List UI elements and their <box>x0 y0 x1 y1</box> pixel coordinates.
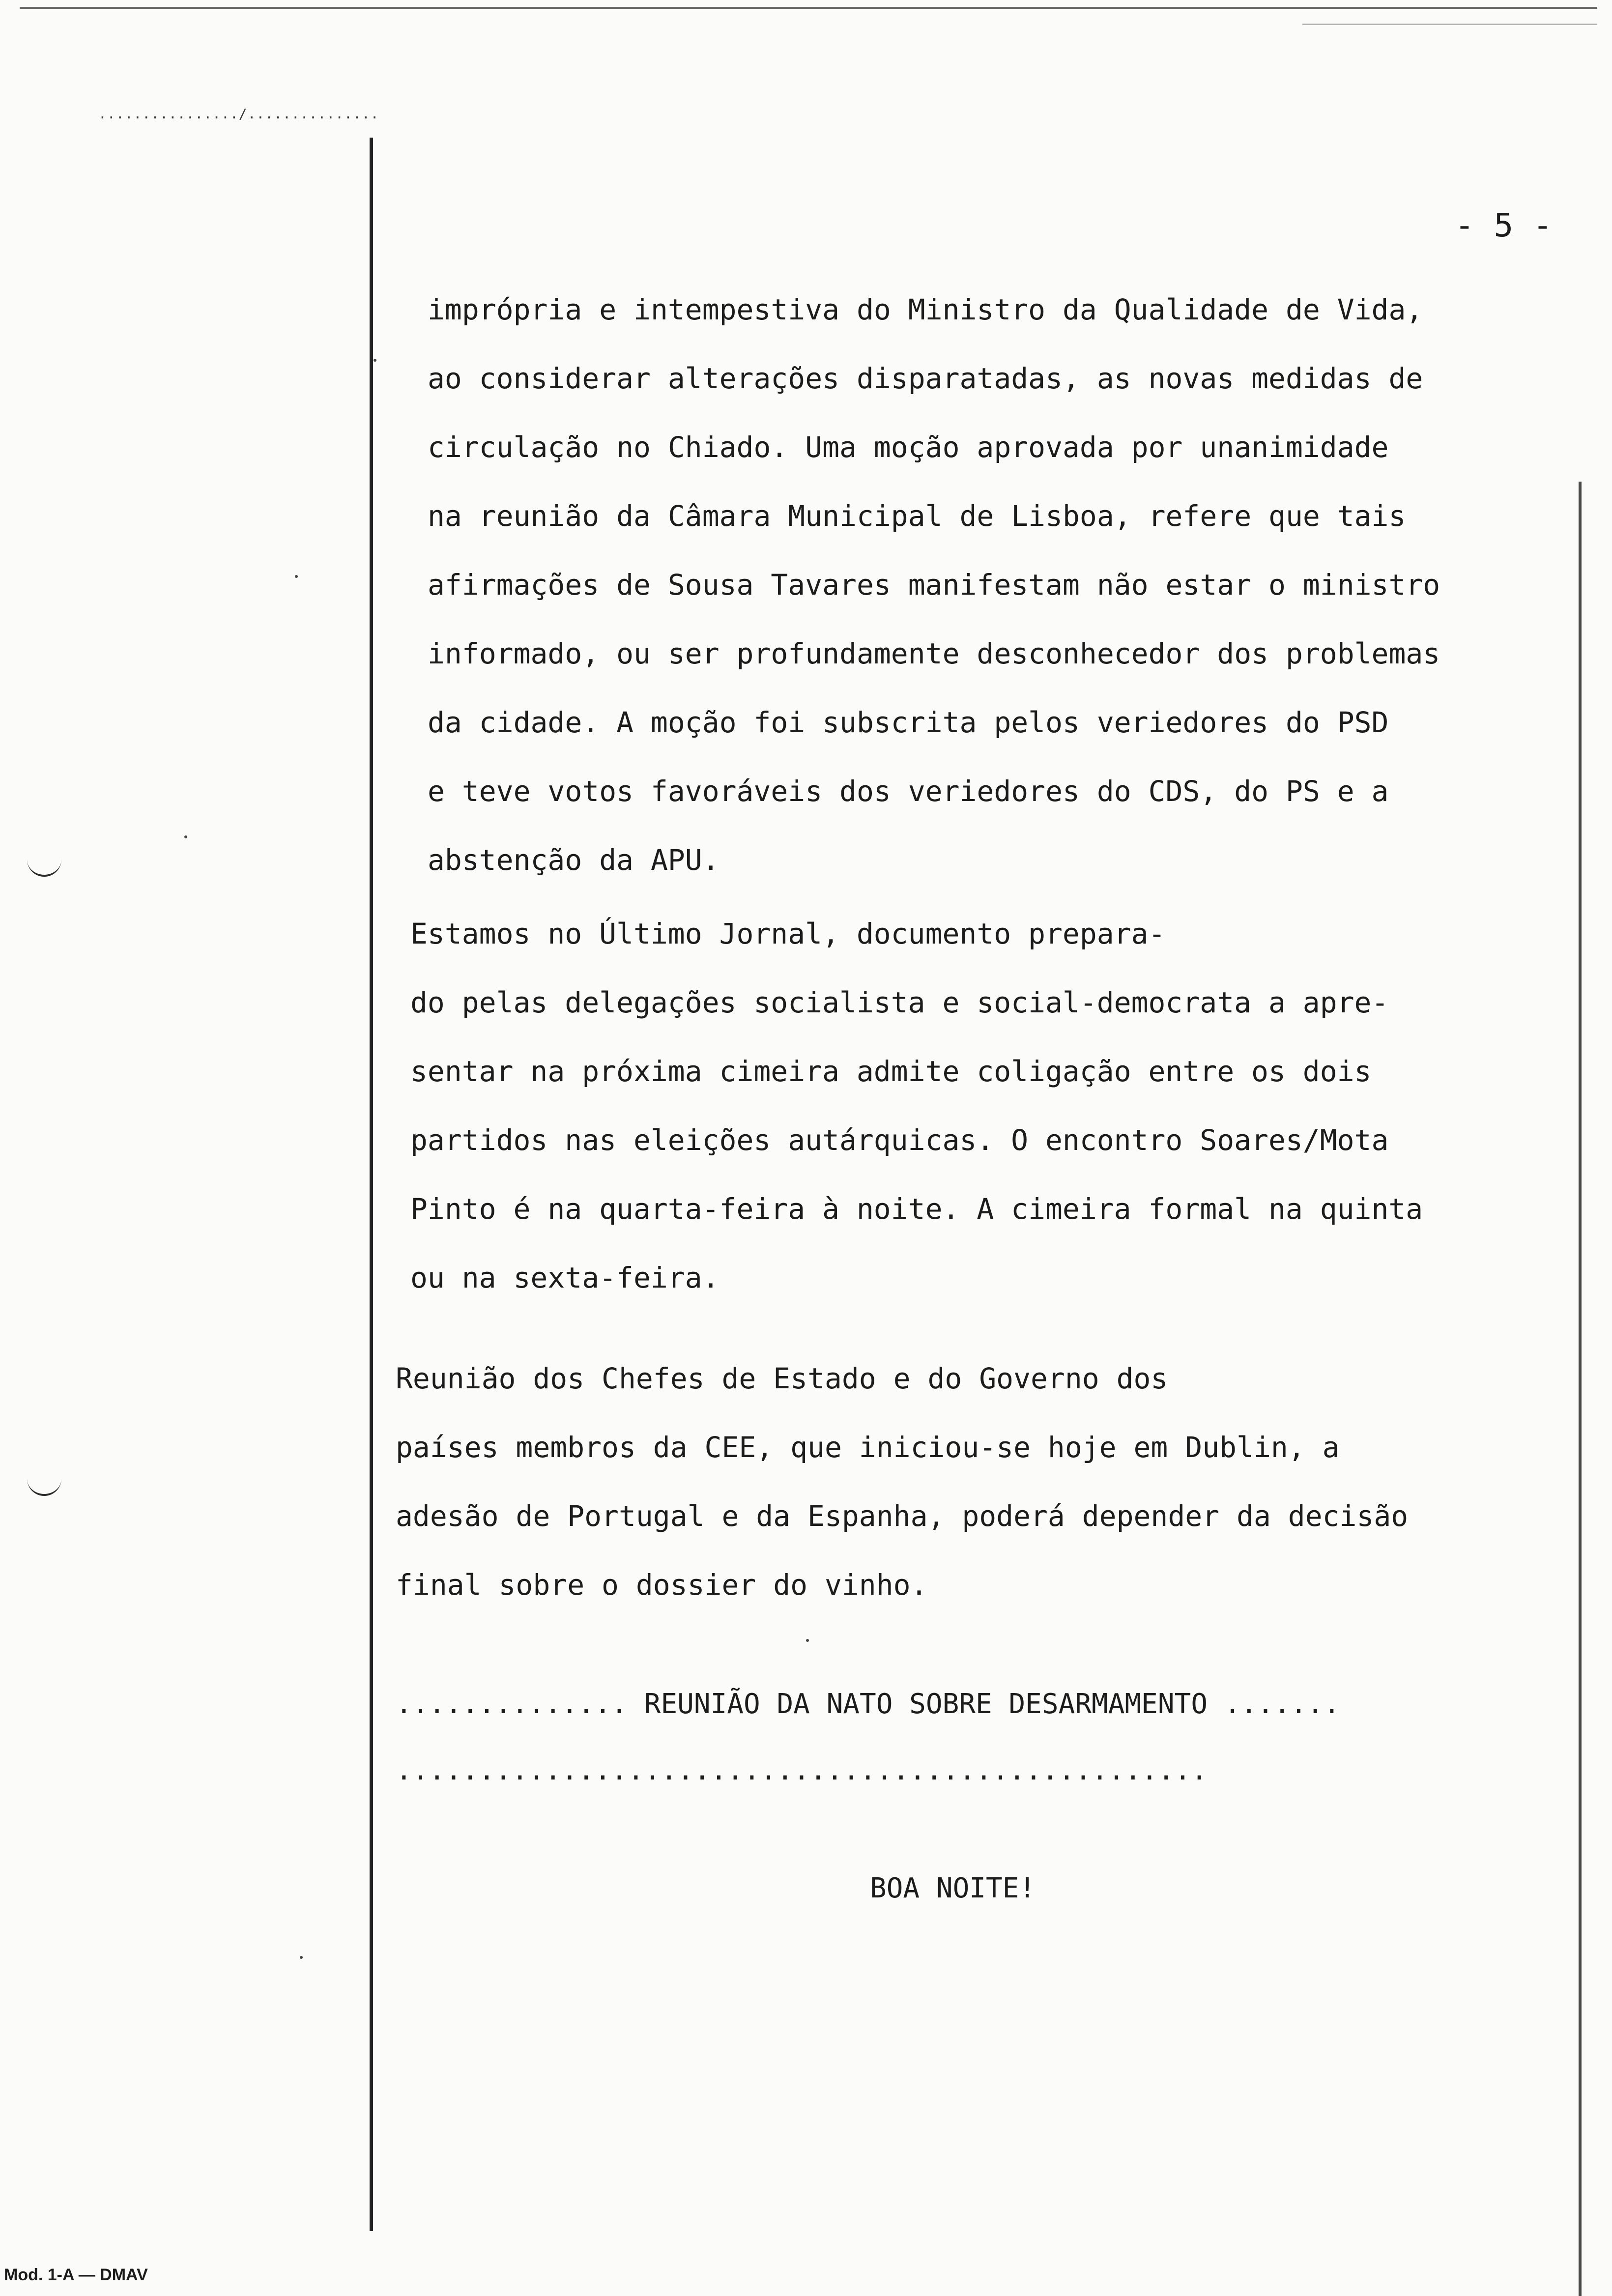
text-line: do pelas delegações socialista e social-democrata a apre- <box>410 986 1389 1019</box>
right-edge-rule <box>1579 482 1582 2296</box>
text-line: da cidade. A moção foi subscrita pelos veriedores do PSD <box>428 706 1389 739</box>
text-line: informado, ou ser profundamente desconhecedor dos problemas <box>428 637 1440 670</box>
paragraph-reuniao-cee <box>396 1344 1408 1619</box>
scan-speck <box>184 835 187 838</box>
sign-off: BOA NOITE! <box>870 1872 1036 1904</box>
scan-speck <box>806 1639 809 1642</box>
hole-punch-mark <box>27 855 61 877</box>
paragraph-qualidade-de-vida <box>428 275 1440 894</box>
text-line: circulação no Chiado. Uma moção aprovada por unanimidade <box>428 430 1389 464</box>
text-line: Reunião dos Chefes de Estado e do Governo dos <box>396 1362 1168 1395</box>
text-line: afirmações de Sousa Tavares manifestam não estar o ministro <box>428 568 1440 602</box>
reference-dotted-line: ................/............... <box>98 106 379 122</box>
dotted-separator-line: ................................................. <box>396 1754 1208 1786</box>
text-line: ao considerar alterações disparatadas, as novas medidas de <box>428 362 1423 395</box>
text-line: final sobre o dossier do vinho. <box>396 1568 928 1602</box>
text-line: Pinto é na quarta-feira à noite. A cimeira formal na quinta <box>410 1192 1423 1226</box>
text-line: e teve votos favoráveis dos veriedores do CDS, do PS e a <box>428 775 1389 808</box>
top-edge-rule <box>20 7 1597 9</box>
left-margin-rule <box>370 138 373 2231</box>
text-line: imprópria e intempestiva do Ministro da Qualidade de Vida, <box>428 293 1423 326</box>
text-line: sentar na próxima cimeira admite coligação entre os dois <box>410 1055 1372 1088</box>
paragraph-ultimo-jornal <box>410 899 1423 1312</box>
scan-speck <box>295 575 298 578</box>
text-line: na reunião da Câmara Municipal de Lisboa, refere que tais <box>428 499 1406 533</box>
page-number: - 5 - <box>1455 206 1553 244</box>
form-code: Mod. 1-A — DMAV <box>4 2266 148 2284</box>
scan-speck <box>374 359 376 362</box>
top-edge-faint-rule <box>1302 24 1597 25</box>
text-line: Estamos no Último Jornal, documento prepara- <box>410 917 1166 950</box>
text-line: ou na sexta-feira. <box>410 1261 720 1294</box>
scan-speck <box>300 1956 303 1959</box>
section-heading-line: .............. REUNIÃO DA NATO SOBRE DESARMAMENTO ....... <box>396 1688 1340 1720</box>
text-line: adesão de Portugal e da Espanha, poderá depender da decisão <box>396 1499 1409 1533</box>
text-line: partidos nas eleições autárquicas. O encontro Soares/Mota <box>410 1123 1389 1157</box>
text-line: países membros da CEE, que iniciou-se hoje em Dublin, a <box>396 1431 1340 1464</box>
section-heading-nato <box>396 1671 1340 1804</box>
hole-punch-mark <box>27 1474 61 1496</box>
text-line: abstenção da APU. <box>428 843 720 877</box>
